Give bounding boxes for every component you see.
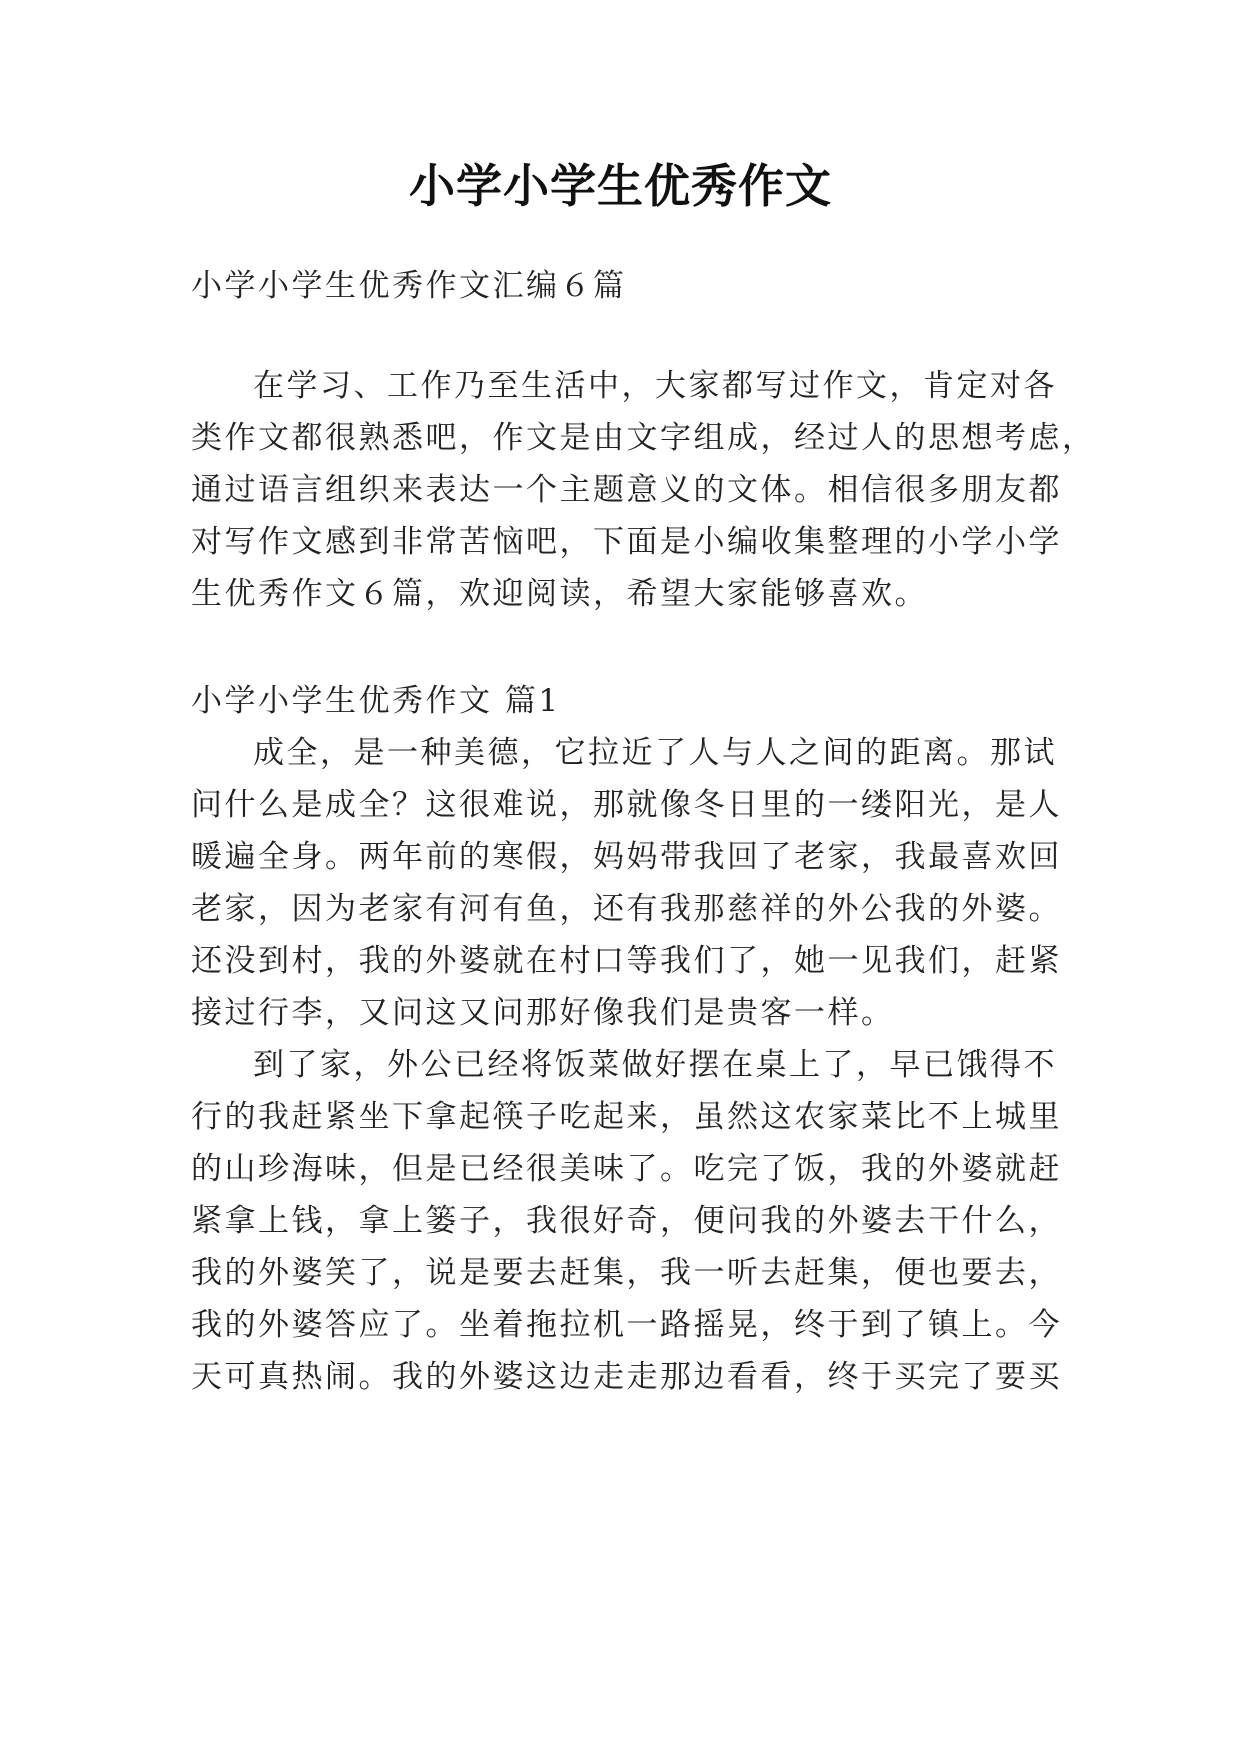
paragraph-line: 老家，因为老家有河有鱼，还有我那慈祥的外公我的外婆。 (191, 891, 1062, 927)
paragraph-line: 还没到村，我的外婆就在村口等我们了，她一见我们，赶紧 (191, 943, 1062, 979)
intro-line: 生优秀作文６篇，欢迎阅读，希望大家能够喜欢。 (191, 576, 928, 612)
paragraph-line: 行的我赶紧坐下拿起筷子吃起来，虽然这农家菜比不上城里 (191, 1099, 1062, 1135)
paragraph-line: 的山珍海味，但是已经很美味了。吃完了饭，我的外婆就赶 (191, 1151, 1062, 1187)
paragraph-line: 我的外婆笑了，说是要去赶集，我一听去赶集，便也要去， (191, 1255, 1062, 1291)
intro-line: 对写作文感到非常苦恼吧，下面是小编收集整理的小学小学 (191, 524, 1062, 560)
paragraph-line: 问什么是成全？这很难说，那就像冬日里的一缕阳光，是人 (191, 787, 1062, 823)
paragraph-line: 我的外婆答应了。坐着拖拉机一路摇晃，终于到了镇上。今 (191, 1307, 1062, 1343)
intro-line: 类作文都很熟悉吧，作文是由文字组成，经过人的思想考虑， (191, 420, 1096, 456)
paragraph-line: 紧拿上钱，拿上篓子，我很好奇，便问我的外婆去干什么， (191, 1203, 1062, 1239)
paragraph-line: 到了家，外公已经将饭菜做好摆在桌上了，早已饿得不 (253, 1047, 1057, 1083)
intro-line: 通过语言组织来表达一个主题意义的文体。相信很多朋友都 (191, 472, 1062, 508)
document-title: 小学小学生优秀作文 (409, 159, 832, 213)
paragraph-line: 天可真热闹。我的外婆这边走走那边看看，终于买完了要买 (191, 1359, 1062, 1395)
intro-line: 在学习、工作乃至生活中，大家都写过作文，肯定对各 (253, 368, 1057, 404)
paragraph-line: 暖遍全身。两年前的寒假，妈妈带我回了老家，我最喜欢回 (191, 839, 1062, 875)
document-subtitle: 小学小学生优秀作文汇编６篇 (191, 268, 627, 304)
paragraph-line: 接过行李，又问这又问那好像我们是贵客一样。 (191, 995, 895, 1031)
paragraph-line: 成全，是一种美德，它拉近了人与人之间的距离。那试 (253, 735, 1057, 771)
section-heading: 小学小学生优秀作文 篇1 (191, 683, 561, 719)
